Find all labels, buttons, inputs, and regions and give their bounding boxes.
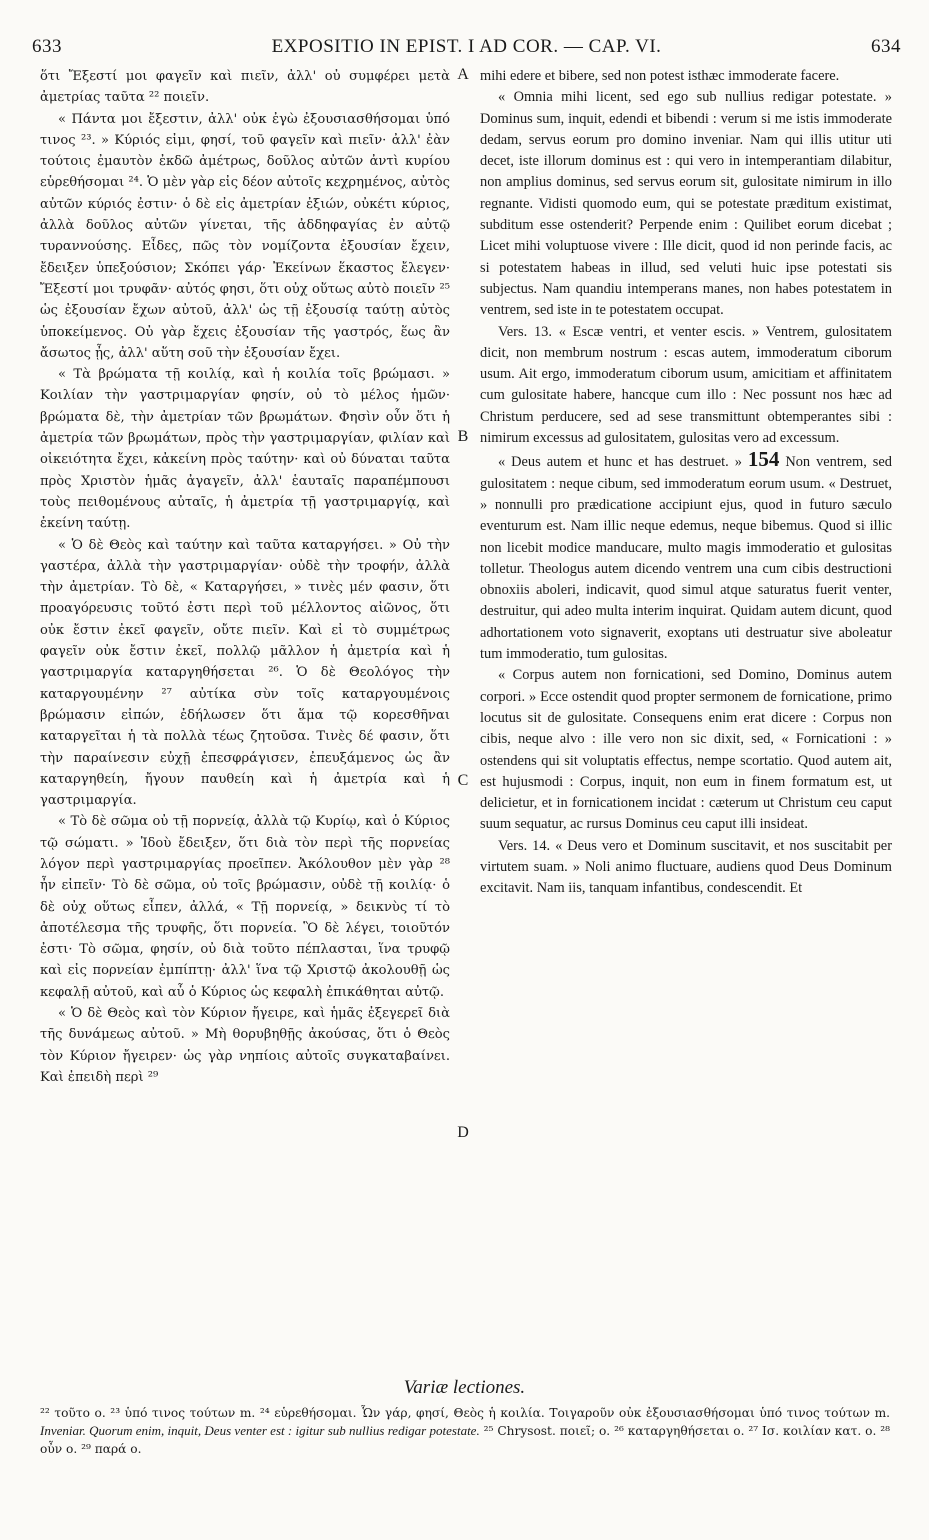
greek-paragraph: « Τὸ δὲ σῶμα οὐ τῇ πορνείᾳ, ἀλλὰ τῷ Κυρίῳ, καὶ ὁ Κύριος τῷ σώματι. » Ἰδοὺ ἔδειξεν, ὅτι διὰ τὸν περὶ τῆς πορνείας λόγον περὶ γαστριμαργίας προεῖπεν. Ἀκόλουθον μὲν γὰρ ²⁸ ἦν εἰπεῖν· Τὸ δὲ σῶμα, οὐ τοῖς βρώμασιν, οὐδὲ τῇ κοιλίᾳ· ὁ δὲ οὐχ οὕτως εἶπεν, ἀλλά, « Τῇ πορνείᾳ, » δεικνὺς τί τὸ ἀποτέλεσμα τῆς τρυφῆς, ὅτι πορνεία. Ὃ δὲ λέγει, τοιοῦτόν ἐστι· Τὸ σῶμα, φησίν, οὐ διὰ τοῦτο πέπλασται, ἵνα τρυφῷ καὶ εἰς πορνείαν ἐμπίπτῃ· ἀλλ' ἵνα τῷ Χριστῷ ἀκολουθῇ ὡς κεφαλῇ αὐτοῦ, καὶ αὖ ὁ Κύριος ὡς κεφαλὴ ἐπικάθηται αὐτῷ. — [40, 814, 450, 1000]
note-text: ²² τοῦτο ο. ²³ ὑπό τινος τούτων m. ²⁴ εὑρεθήσομαι. Ὧν γάρ, φησί, Θεὸς ἡ κοιλία. Τοιγαροῦν οὐκ ἐξουσιασθήσομαι ὑπό τινος τούτων m. — [40, 1406, 890, 1420]
latin-text: Non ventrem, sed gulositatem : neque cibum, sed immoderatum eorum usum. « Destruet, » nonnulli pro prædicatione accipiunt ejus, quod in futuro sæculo eventurum est. Nam illic neque edemus, neque bibemus. Quod si illic non licebit modice manducare, multo magis immoderatio et gulositas tolletur. Theologus autem dicendo ventrem una cum cibis destructioni obnoxiis aboleri, indicavit, quod simul atque saturatus fuerit venter, destruitur, qui adeo multa interim inquirat. Quidam autem dicunt, quod adhortationem voto signaverit, exoptans uti destruatur sive aboleatur tum immoderatio, tum gulositas. — [480, 454, 892, 663]
page-number-left: 633 — [32, 36, 62, 57]
greek-paragraph: « Πάντα μοι ἔξεστιν, ἀλλ' οὐκ ἐγὼ ἐξουσιασθήσομαι ὑπό τινος ²³. » Κύριός εἰμι, φησί, τοῦ φαγεῖν καὶ πιεῖν· ἀλλ' ἐὰν τούτοις ἐμαυτὸν ἐκδῶ ἀμέτρως, δοῦλος αὐτῶν ἀντὶ κυρίου εὑρεθήσομαι ²⁴. Ὁ μὲν γὰρ εἰς δέον αὐτοῖς κεχρημένος, αὐτὸς αὐτῶν κύριός ἐστιν· ὁ δὲ εἰς ἀμετρίαν ἐξιών, οὐκέτι κύριος, ἀλλὰ δοῦλος αὐτῶν γίνεται, τῆς ἀδδηφαγίας ἐν αὐτῷ τυραννούσης. Εἶδες, πῶς τὸν νομίζοντα ἐξουσίαν ἔχειν, ἔδειξεν ὑπεξούσιον; Σκόπει γάρ· Ἐκείνων ἕκαστος ἔλεγεν· Ἔξεστί μοι τρυφᾶν· αὐτός φησι, ὅτι οὐχ οὕτως αὐτὸ ποιεῖν ²⁵ ὡς ἐξουσίαν ἔχων αὐτοῦ, ἀλλ' ὡς τῇ ἐξουσίᾳ ταύτῃ αὐτὸς ὑποκείμενος. Οὐ γὰρ ἔχεις ἐξουσίαν τῆς γαστρός, ἕως ἂν ἄσωτος ᾖς, ἀλλ' αὕτη σοῦ τὴν ἐξουσίαν ἔχει. — [40, 111, 450, 361]
running-title: EXPOSITIO IN EPIST. I AD COR. — CAP. VI. — [271, 36, 662, 57]
note-text: ²⁵ Chrysost. ποιεῖ; ο. ²⁶ καταργηθήσεται ο. ²⁷ Ισ. κοιλίαν κατ. ο. ²⁸ οὖν ο. ²⁹ παρά ο. — [40, 1424, 891, 1456]
column-number: 154 — [747, 447, 780, 472]
note-italic: Inveniar. Quorum enim, inquit, Deus venter est : igitur sub nullius redigar potestate. — [40, 1423, 480, 1438]
greek-paragraph: « Ὁ δὲ Θεὸς καὶ ταύτην καὶ ταῦτα καταργήσει. » Οὐ τὴν γαστέρα, ἀλλὰ τὴν γαστριμαργίαν· οὐδὲ τὴν τροφήν, ἀλλὰ τὴν ἀμετρίαν. Τὸ δὲ, « Καταργήσει, » τινὲς μέν φασιν, ὅτι προαγόρευσις τοῦτό ἐστι περὶ τοῦ μέλλοντος αἰῶνος, ὅτι οὐκ ἔστιν ἐκεῖ φαγεῖν, οὔτε πιεῖν. Καὶ εἰ τὸ συμμέτρως φαγεῖν οὐκ ἔστιν ἐκεῖ, πολλῷ μᾶλλον ἡ ἀμετρία καὶ ἡ γαστριμαργία καταργηθήσεται ²⁶. Ὁ δὲ Θεολόγος τὴν καταργουμένην ²⁷ αὐτίκα σὺν τοῖς καταργουμένοις βρώμασιν εἰπών, ἐδήλωσεν ὅτι ἅμα τῷ κορεσθῆναι καταργεῖται ἡ τὰ πολλὰ τέως ζητοῦσα. Τινὲς δέ φασιν, ὅτι τὴν παραίνεσιν εὐχῇ ἐπεσφράγισεν, ἐπευξάμενος ὡς ἂν καταργηθείη, ἤγουν παυθείη καὶ ἡ ἀμετρία καὶ ἡ γαστριμαργία. — [40, 537, 450, 809]
greek-paragraph: « Τὰ βρώματα τῇ κοιλίᾳ, καὶ ἡ κοιλία τοῖς βρώμασι. » Κοιλίαν τὴν γαστριμαργίαν φησίν, οὐ τὸ μέλος ἡμῶν· βρώματα δὲ, τὴν ἀμετρίαν τῶν βρωμάτων. Φησὶν οὖν ὅτι ἡ ἀμετρία τῶν βρωμάτων, πρὸς τὴν γαστριμαργίαν, φιλίαν καὶ οἰκειότητα ἔχει, κἀκείνη πρὸς ταύτην· καὶ οὐ δύναται ταῦτα πρὸς Χριστὸν ἡμᾶς ἀγαγεῖν, ἀλλ' ἑαυταῖς παραπέμπουσι τοὺς πειθομένους αὐταῖς, ἡ ἀμετρία τῇ γαστριμαργίᾳ, καὶ ἐκείνη ταύτῃ. — [40, 367, 450, 532]
margin-letter-c: C — [457, 772, 469, 789]
margin-letter-a: A — [457, 66, 469, 83]
margin-letter-b: B — [457, 428, 469, 445]
greek-paragraph: « Ὁ δὲ Θεὸς καὶ τὸν Κύριον ἤγειρε, καὶ ἡμᾶς ἐξεγερεῖ διὰ τῆς δυνάμεως αὐτοῦ. » Μὴ θορυβηθῇς ἀκούσας, ὅτι ὁ Θεὸς τὸν Κύριον ἤγειρεν· ὡς γὰρ νηπίοις αὐτοῖς συγκαταβαίνει. Καὶ ἐπειδὴ περὶ ²⁹ — [40, 1006, 450, 1085]
greek-column — [40, 66, 450, 1088]
latin-paragraph: Vers. 13. « Escæ ventri, et venter escis. » Ventrem, gulositatem dicit, non membrum nostrum : escas autem, immoderatum ciborum usum. Ait ergo, immoderatum ciborum usum, amicitiam et affinitatem cum gulositate habere, hancque cum illo : Nec possunt nos hæc ad Christum perducere, sed ad sese transmittunt obtemperantes sibi : nimirum excessus ad gulositatem, gulositas vero ad excessum. — [480, 323, 892, 447]
greek-paragraph: ὅτι Ἔξεστί μοι φαγεῖν καὶ πιεῖν, ἀλλ' οὐ συμφέρει μετὰ ἀμετρίας ταῦτα ²² ποιεῖν. — [40, 69, 450, 106]
latin-column — [480, 66, 892, 900]
latin-paragraph: mihi edere et bibere, sed non potest isthæc immoderate facere. — [480, 68, 840, 84]
variae-lectiones-notes — [40, 1404, 890, 1458]
page-number-right: 634 — [871, 36, 901, 57]
variae-lectiones-title: Variæ lectiones. — [403, 1377, 526, 1398]
margin-letter-d: D — [457, 1124, 469, 1141]
latin-paragraph: « Omnia mihi licent, sed ego sub nullius redigar potestate. » Dominus sum, inquit, edendi et bibendi : verum si me istis immoderate dedam, servus eorum pro domino inveniar. Nam qui illis utitur uti decet, iste illorum dominus est : qui vero in intemperantiam dilabitur, non amplius dominus, sed servus eorum sit, gulositate nimirum in illo regnante. Vidisti quomodo eum, qui se potestate præditum existimat, subditum esse ostenderit? Perpende enim : Quilibet eorum dicebat ; Licet mihi voluptuose vivere : Ille dicit, quod id non perinde facis, ac si potestatem habeas in illud, sed veluti huic ipse potestati sis subjectus. Nam quandiu intemperans manes, non habes potestatem in ventrem, sed iste in te potestatem occupat. — [480, 89, 892, 319]
latin-paragraph: « Corpus autem non fornicationi, sed Domino, Dominus autem corpori. » Ecce ostendit quod propter sermonem de fornicatione, primo locutus sit de gulositate. Consequens enim erat dicere : Corpus non cibis, neque alvo : ille vero non sic dixit, sed, « Fornicationi : » ostendens qui sit voluptatis effectus, nempe scortatio. Quod autem ait, est hujusmodi : Corpus, inquit, non eum in finem formatum est, ut delicietur, et in fornicationem incidat : cæterum ut Christum ceu caput suum sequatur, ac rursus Dominus ceu caput illi insideat. — [480, 667, 892, 833]
latin-paragraph: Vers. 14. « Deus vero et Dominum suscitavit, et nos suscitabit per virtutem suam. » Noli animo fluctuare, audiens quod Deus Dominum excitavit. Nam iis, tanquam infantibus, condescendit. Et — [480, 837, 892, 897]
latin-paragraph — [480, 449, 892, 665]
page-header — [32, 36, 901, 62]
latin-lemma: « Deus autem et hunc et has destruet. » — [498, 454, 742, 471]
